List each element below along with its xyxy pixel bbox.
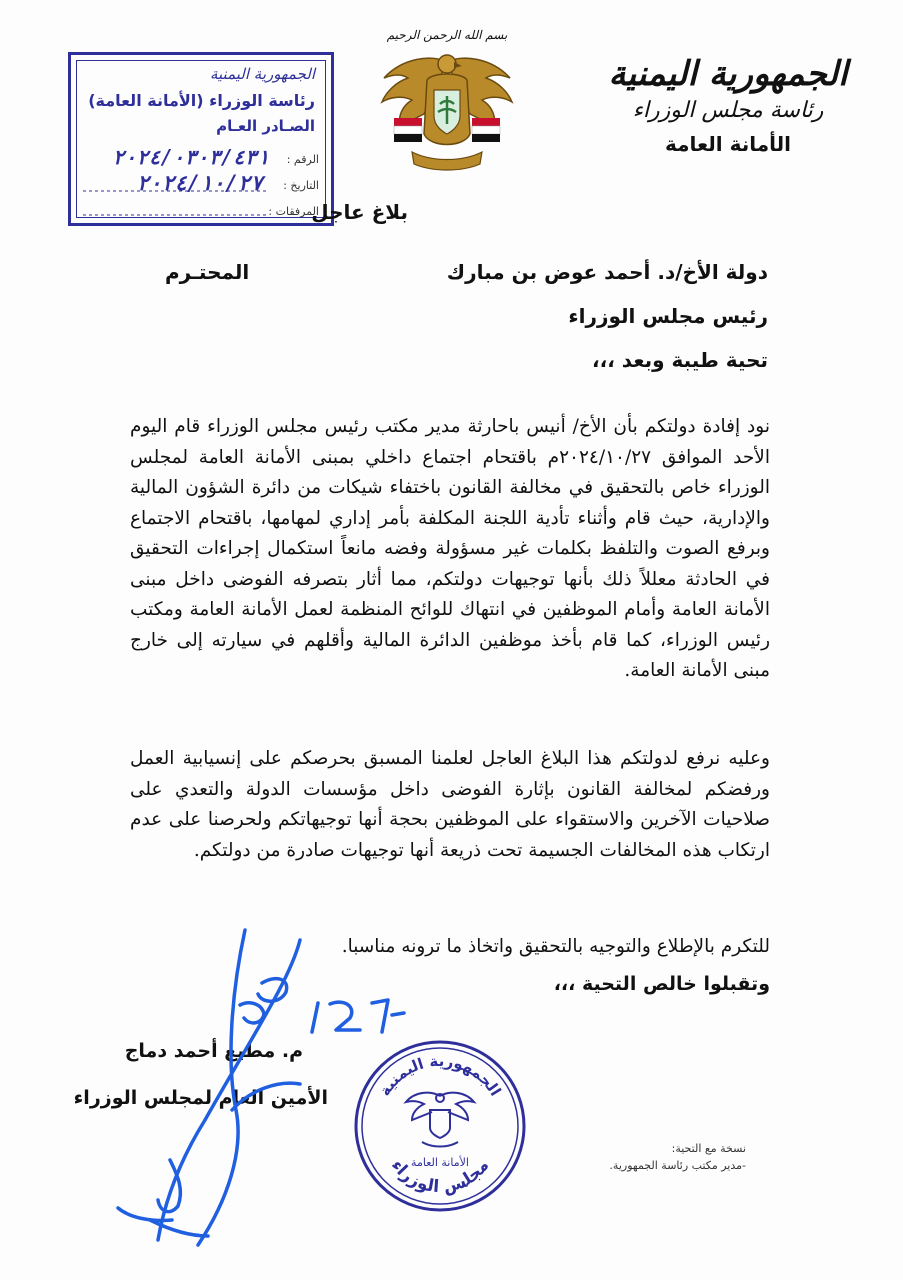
letterhead-secretariat: الأمانة العامة (664, 132, 792, 156)
seal-middle-text: الأمانة العامة (411, 1156, 469, 1169)
stamp-date-label: التاريخ : (283, 179, 319, 192)
seal-top-text: الجمهورية اليمنية (375, 1051, 505, 1100)
letter-addressee: دولة الأخ/د. أحمد عوض بن مبارك (446, 260, 768, 284)
stamp-dotted-lines (83, 169, 273, 219)
seal-eagle-icon (406, 1093, 474, 1147)
signatory-title: الأمين العام لمجلس الوزراء (73, 1087, 328, 1109)
registration-stamp-inner (76, 60, 326, 218)
copy-to-label: نسخة مع التحية: (671, 1142, 746, 1155)
emblem-block (372, 26, 522, 180)
letter-closing: للتكرم بالإطلاع والتوجيه بالتحقيق واتخاذ ما ترونه مناسبا. (341, 936, 770, 957)
stamp-country: الجمهورية اليمنية (209, 65, 315, 83)
letterhead-presidency: رئاسة مجلس الوزراء (632, 98, 824, 123)
letter-subject: بلاغ عاجل (311, 200, 408, 224)
stamp-number-label: الرقم : (286, 153, 319, 166)
letterhead (608, 52, 848, 160)
letter-thanks: وتقبلوا خالص التحية ،،، (553, 973, 770, 995)
official-round-seal (352, 1038, 528, 1214)
letter-paragraph-2: وعليه نرفع لدولتكم هذا البلاغ العاجل لعلمنا المسبق بحرصكم على إنسيابية العمل ورفضكم لمخالفة القانون بإثارة الفوضى داخل مؤسسات الدولة والتعدي على صلاحيات الآخرين والاستقواء على الموظفين بحجة أنها توجيهاتكم ولحرصنا على عدم ارتكاب هذه المخالفات الجسيمة تحت ذريعة أنها توجيهات صادرة من دولتكم. (130, 748, 770, 861)
letter-paragraph-1: نود إفادة دولتكم بأن الأخ/ أنيس باحارثة مدير مكتب رئيس مجلس الوزراء قام اليوم الأحد الموافق ٢٠٢٤/١٠/٢٧م باقتحام اجتماع داخلي بمبنى الأمانة العامة لمجلس الوزراء خاص بالتحقيق في مخالفة القانون باختفاء شيكات من دائرة الشؤون المالية والإدارية، حيث قام وأثناء تأدية اللجنة المكلفة بأمر إداري لمهامها، باقتحام الاجتماع وبرفع الصوت والتلفظ بكلمات غير مسؤولة وفضه مانعاً استكمال إجراءات التحقيق في الحادثة معللاً ذلك بأنها توجيهات دولتكم، مما أثار بتصرفه الفوضى داخل مبنى الأمانة العامة وأمام الموظفين في انتهاك للوائح المنظمة لعمل الأمانة العامة ومكتب رئيس الوزراء، كما قام بأخذ موظفين الدائرة المالية وأقلهم في سيارته إلى خارج مبنى الأمانة العامة. (130, 416, 770, 681)
basmala: بسم الله الرحمن الرحيم (386, 28, 508, 42)
letter-greeting: تحية طيبة وبعد ،،، (592, 348, 768, 372)
stamp-date-value: ٢٠٢٤/١٠/٢٧ (136, 171, 263, 195)
registration-stamp (68, 52, 334, 226)
stamp-attachments-label: المرفقات : (268, 205, 319, 218)
copy-to-item: -مدير مكتب رئاسة الجمهورية. (609, 1159, 746, 1172)
stamp-number-value: ٢٠٢٤/٠٣٠٣/٤٣١ (112, 145, 269, 169)
seal-bottom-text: مجلس الوزراء (386, 1155, 494, 1198)
letter-position: رئيس مجلس الوزراء (568, 304, 768, 328)
letterhead-country: الجمهورية اليمنية (608, 54, 848, 94)
yemen-eagle-emblem-icon (372, 44, 522, 176)
letter-respected: المحتـرم (165, 260, 250, 284)
stamp-department: رئاسة الوزراء (الأمانة العامة) (88, 91, 315, 110)
stamp-outgoing: الصـادر العـام (216, 117, 315, 135)
copy-to-block (596, 1140, 746, 1174)
signatory-name: م. مطيع أحمد دماج (124, 1040, 303, 1062)
